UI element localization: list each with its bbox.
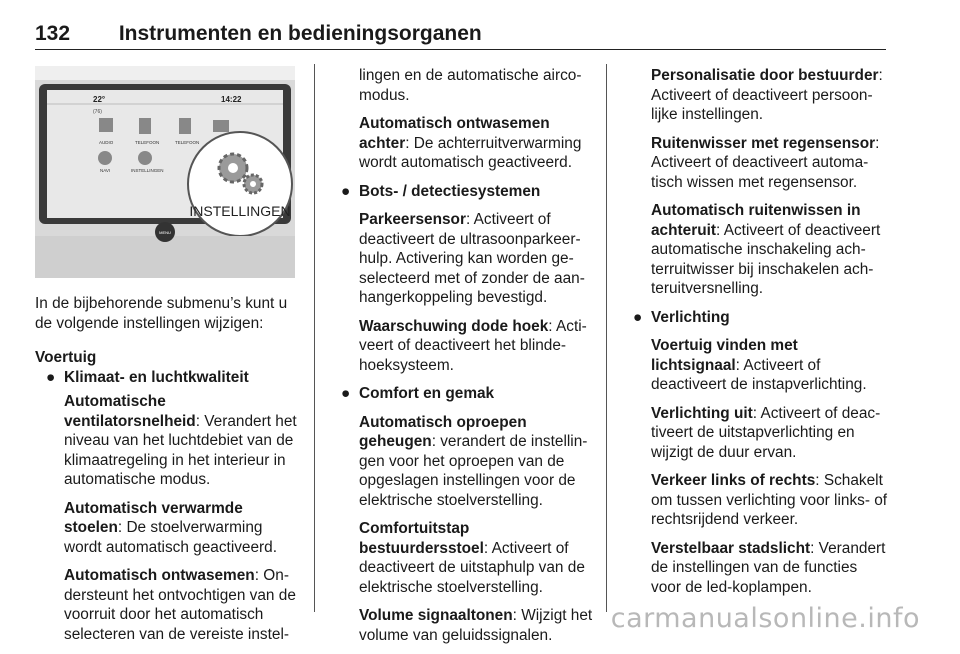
bullet-heading-climate: ● Klimaat- en luchtkwaliteit bbox=[46, 368, 249, 386]
column-3 bbox=[622, 66, 888, 606]
callout-label: INSTELLINGEN bbox=[189, 203, 291, 219]
item-heated-seats: Automatisch verwarmde stoelen: De stoelverwarming wordt automatisch geactiveerd. bbox=[64, 499, 278, 556]
bullet-icon: ● bbox=[46, 368, 56, 386]
app-label-telefoon-2: TELEFOON bbox=[175, 140, 200, 145]
column-1 bbox=[35, 294, 301, 653]
settings-small-icon bbox=[138, 151, 152, 165]
app-label-audio: AUDIO bbox=[99, 140, 114, 145]
phone-icon-2 bbox=[179, 118, 191, 134]
infotainment-figure bbox=[35, 66, 295, 278]
infotainment-illustration bbox=[35, 66, 295, 278]
item-city-light: Verstelbaar stadslicht: Verandert de instellingen van de functies voor de led-koplampen. bbox=[651, 539, 886, 596]
bullet-icon: ● bbox=[633, 308, 643, 326]
column-2 bbox=[330, 66, 596, 654]
time-readout: 14:22 bbox=[221, 95, 242, 104]
bullet-heading-lighting: ● Verlichting bbox=[633, 308, 730, 326]
sub-readout: (76) bbox=[93, 109, 102, 115]
menu-button-label: MENU bbox=[159, 230, 171, 235]
page-header bbox=[35, 22, 482, 46]
item-ventilator: Automatische ventilatorsnelheid: Verandert het niveau van het luchtdebiet van de klimaatregeling in het interieur in automatische modus. bbox=[64, 393, 297, 488]
column-divider-2 bbox=[606, 64, 607, 612]
item-exit-light: Verlichting uit: Activeert of deactiveert de uitstapverlichting en wijzigt de duur ervan. bbox=[651, 404, 881, 461]
navi-icon bbox=[98, 151, 112, 165]
item-personalization: Personalisatie door bestuurder: Activeert of deactiveert persoonlijke instellingen. bbox=[651, 67, 883, 123]
item-rear-defog: Automatisch ontwasemen achter: De achterruitverwarming wordt automatisch geactiveerd. bbox=[359, 115, 582, 171]
intro-text: In de bijbehorende submenu’s kunt u de volgende instellingen wijzigen: bbox=[35, 295, 288, 332]
page-title: Instrumenten en bedieningsorganen bbox=[118, 22, 482, 45]
column-divider-1 bbox=[314, 64, 315, 612]
app-label-navi: NAVI bbox=[100, 168, 111, 173]
item-park-sensor: Parkeersensor: Activeert of deactiveert de ultrasoonparkeerhulp. Activering kan worden geselecteerd met of zonder de aanhangerkoppeling bevestigd. bbox=[359, 211, 585, 306]
bullet-heading-collision: ● Bots- / detectiesystemen bbox=[341, 182, 541, 200]
bullet-icon: ● bbox=[341, 385, 351, 402]
item-defog: Automatisch ontwasemen: Ondersteunt het ontvochtigen van de voorruit door het automatisch selecteren van de vereiste instel- bbox=[64, 567, 296, 643]
phone-icon bbox=[139, 118, 151, 134]
audio-icon bbox=[99, 118, 113, 132]
item-reverse-wiper: Automatisch ruitenwissen in achteruit: Activeert of deactiveert automatische inschakeling achterruitwisser bij inschakelen achteruitversnelling. bbox=[651, 202, 881, 297]
page-number: 132 bbox=[35, 22, 71, 45]
item-blind-spot: Waarschuwing dode hoek: Activeert of deactiveert het blinde-hoeksysteem. bbox=[359, 317, 587, 374]
media-icon bbox=[213, 120, 229, 132]
item-comfort-exit: Comfortuitstap bestuurdersstoel: Activeert of deactiveert de uitstaphulp van de elektrische stoelverstelling. bbox=[359, 520, 585, 596]
temperature-readout: 22° bbox=[93, 95, 106, 104]
item-memory-recall: Automatisch oproepen geheugen: verandert de instellingen voor het oproepen van de opgeslagen instellingen voor de elektrische stoelverstelling. bbox=[359, 413, 588, 509]
watermark: carmanualsonline.info bbox=[610, 603, 920, 634]
header-rule bbox=[35, 49, 886, 50]
continued-text: lingen en de automatische aircomodus. bbox=[359, 67, 582, 104]
section-heading: Voertuig bbox=[35, 349, 97, 366]
app-label-instellingen: INSTELLINGEN bbox=[131, 168, 164, 173]
item-chime-volume: Volume signaaltonen: Wijzigt het volume van geluidssignalen. bbox=[359, 607, 593, 644]
item-traffic-side: Verkeer links of rechts: Schakelt om tussen verlichting voor links- of rechtsrijdend verkeer. bbox=[651, 472, 888, 528]
item-locator-light: Voertuig vinden met lichtsignaal: Activeert of deactiveert de instapverlichting. bbox=[651, 337, 867, 393]
bullet-heading-comfort: ● Comfort en gemak bbox=[341, 385, 495, 402]
app-label-telefoon: TELEFOON bbox=[135, 140, 160, 145]
instellingen-callout bbox=[188, 132, 292, 236]
bullet-icon: ● bbox=[341, 182, 351, 200]
item-rain-wiper: Ruitenwisser met regensensor: Activeert of deactiveert automatisch wissen met regensensor. bbox=[651, 134, 880, 191]
